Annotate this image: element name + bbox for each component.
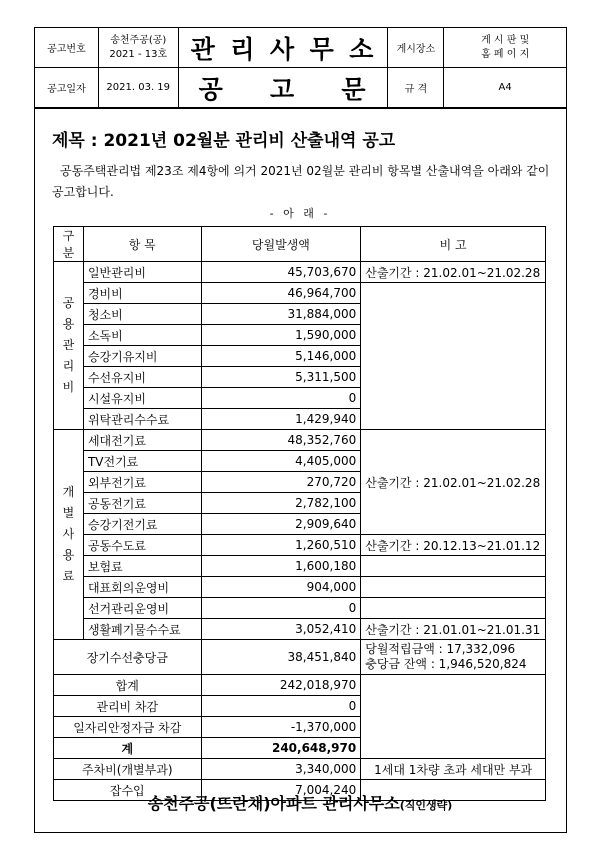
table-row-reserve [54,640,546,675]
label-notice-no: 공고번호 [35,28,99,68]
col-header-note: 비 고 [361,227,546,262]
item-cell: 보험료 [83,556,201,577]
note-cell [361,556,546,577]
amount-cell: 45,703,670 [201,262,361,283]
item-cell: 소독비 [83,325,201,346]
table-row [54,577,546,598]
page-title: 제목 : 2021년 02월분 관리비 산출내역 공고 [52,131,396,151]
amount-cell: 1,600,180 [201,556,361,577]
spec: A4 [444,68,567,108]
col-header-item: 항 목 [83,227,201,262]
notice-date: 2021. 03. 19 [98,68,178,108]
amount-cell: 46,964,700 [201,283,361,304]
amount-cell: 5,146,000 [201,346,361,367]
item-cell: TV전기료 [83,451,201,472]
note-cell: 산출기간 : 21.02.01~21.02.28 [361,430,546,535]
reserve-amount: 38,451,840 [201,640,361,675]
item-cell: 세대전기료 [83,430,201,451]
group-individual: 개 별 사 용 료 [54,430,84,640]
amount-cell: 2,909,640 [201,514,361,535]
table-row-total: 계 240,648,970 [54,738,546,759]
note-cell: 산출기간 : 21.01.01~21.01.31 [361,619,546,640]
table-row [54,619,546,640]
amount-cell: 1,590,000 [201,325,361,346]
item-cell: 수선유지비 [83,367,201,388]
item-cell: 시설유지비 [83,388,201,409]
table-row [54,430,546,451]
item-cell: 승강기전기료 [83,514,201,535]
label-location: 게시장소 [388,28,444,68]
note-cell [361,675,546,759]
item-cell: 위탁관리수수료 [83,409,201,430]
amount-cell: 0 [201,388,361,409]
footer-signature: 송천주공(뜨란채)아파트 관리사무소(직인생략) [147,794,453,813]
item-cell: 공동수도료 [83,535,201,556]
note-cell: 산출기간 : 20.12.13~21.01.12 [361,535,546,556]
notice-no: 송천주공(공) 2021 - 13호 [98,28,178,68]
table-row [54,535,546,556]
table-row-subtotal: 합계 242,018,970 [54,675,546,696]
table-row-deduct1: 관리비 차감 0 [54,696,546,717]
below-note: - 아 래 - [269,207,331,220]
item-cell: 대표회의운영비 [83,577,201,598]
item-cell: 공동전기료 [83,493,201,514]
item-cell: 선거관리운영비 [83,598,201,619]
label-date: 공고일자 [35,68,99,108]
amount-cell: 904,000 [201,577,361,598]
amount-cell: 0 [201,598,361,619]
amount-cell: 4,405,000 [201,451,361,472]
table-row-misc: 잡수입 7,004,240 [54,780,546,801]
table-row-deduct2: 일자리안정자금 차감 -1,370,000 [54,717,546,738]
reserve-note: 당월적립금액 : 17,332,096 충당금 잔액 : 1,946,520,824 [361,640,546,675]
note-cell [361,283,546,430]
table-row [54,283,546,304]
item-cell: 생활폐기물수수료 [83,619,201,640]
amount-cell: 1,429,940 [201,409,361,430]
group-common: 공 용 관 리 비 [54,262,84,430]
table-row [54,556,546,577]
amount-cell: 48,352,760 [201,430,361,451]
amount-cell: 3,052,410 [201,619,361,640]
item-cell: 외부전기료 [83,472,201,493]
reserve-item: 장기수선충당금 [54,640,202,675]
notice-title: 공 고 문 [178,68,388,108]
col-header-category: 구분 [54,227,84,262]
amount-cell: 270,720 [201,472,361,493]
office-title: 관 리 사 무 소 [178,28,388,68]
item-cell: 일반관리비 [83,262,201,283]
col-header-amount: 당월발생액 [201,227,361,262]
fee-table [53,226,546,801]
table-row [54,598,546,619]
item-cell: 승강기유지비 [83,346,201,367]
amount-cell: 2,782,100 [201,493,361,514]
label-spec: 규 격 [388,68,444,108]
intro-text: 공동주택관리법 제23조 제4항에 의거 2021년 02월분 관리비 항목별 산출내역을 아래와 같이 공고합니다. [52,164,550,199]
table-row [54,262,546,283]
table-row-parking: 주차비(개별부과) 3,340,000 1세대 1차량 초과 세대만 부과 [54,759,546,780]
amount-cell: 31,884,000 [201,304,361,325]
item-cell: 청소비 [83,304,201,325]
note-cell: 산출기간 : 21.02.01~21.02.28 [361,262,546,283]
header-table [34,27,567,108]
note-cell [361,598,546,619]
amount-cell: 5,311,500 [201,367,361,388]
item-cell: 경비비 [83,283,201,304]
amount-cell: 1,260,510 [201,535,361,556]
note-cell [361,577,546,598]
location: 게 시 판 및 홈 페 이 지 [444,28,567,68]
